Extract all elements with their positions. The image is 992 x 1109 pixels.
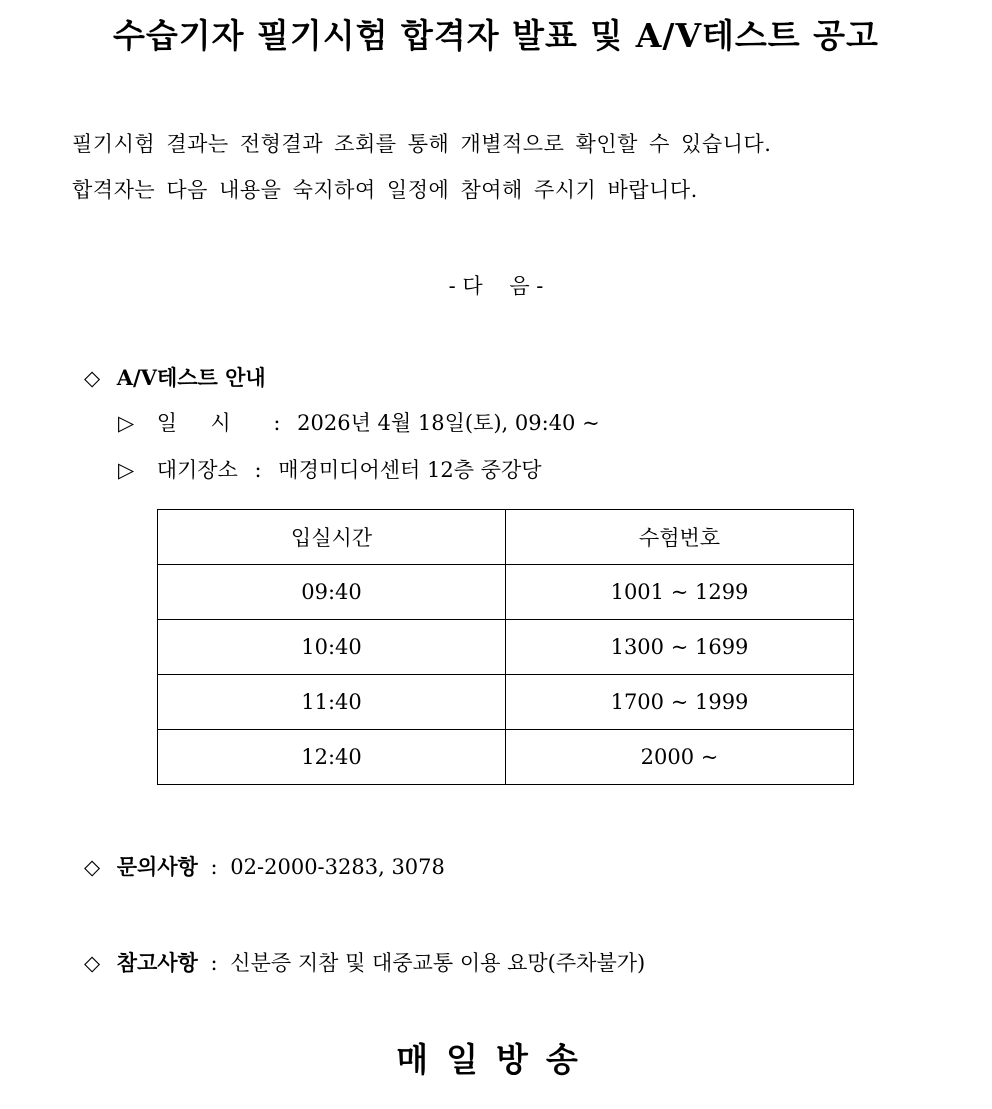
date-value: 2026년 4월 18일(토), 09:40 ~ (297, 411, 600, 435)
table-row (158, 565, 854, 620)
date-separator: : (273, 411, 281, 435)
entry-time-cell: 10:40 (158, 620, 506, 675)
diamond-bullet-icon: ◇ (84, 951, 101, 975)
schedule-table (157, 509, 854, 785)
diamond-bullet-icon: ◇ (84, 855, 101, 879)
place-key: 대기장소 (156, 458, 238, 482)
place-value: 매경미디어센터 12층 중강당 (278, 458, 542, 482)
entry-time-cell: 11:40 (158, 675, 506, 730)
inquiry-separator: : (210, 855, 218, 879)
triangle-bullet-icon: ▷ (118, 411, 135, 435)
intro-line-1: 필기시험 결과는 전형결과 조회를 통해 개별적으로 확인할 수 있습니다. (72, 132, 772, 156)
inquiry-label: 문의사항 (116, 854, 198, 879)
organization-name: 매일방송 (396, 1040, 596, 1079)
exam-number-cell: 2000 ~ (506, 730, 854, 785)
date-key: 일 시 (156, 411, 231, 435)
table-row (158, 675, 854, 730)
inquiry-value: 02-2000-3283, 3078 (230, 855, 445, 879)
header-entry-time: 입실시간 (158, 510, 506, 565)
page-title: 수습기자 필기시험 합격자 발표 및 A/V테스트 공고 (113, 16, 879, 55)
note-separator: : (210, 951, 218, 975)
intro-line-2: 합격자는 다음 내용을 숙지하여 일정에 참여해 주시기 바랍니다. (72, 178, 698, 202)
table-header-row (158, 510, 854, 565)
triangle-bullet-icon: ▷ (118, 458, 135, 482)
entry-time-cell: 12:40 (158, 730, 506, 785)
av-test-place-item (118, 456, 542, 484)
exam-number-cell: 1300 ~ 1699 (506, 620, 854, 675)
av-test-section (84, 364, 266, 392)
inquiry-section (84, 853, 445, 881)
note-section (84, 949, 645, 977)
av-test-date-item (118, 409, 600, 437)
av-test-label: A/V테스트 안내 (116, 365, 266, 390)
header-exam-number: 수험번호 (506, 510, 854, 565)
exam-number-cell: 1700 ~ 1999 (506, 675, 854, 730)
table-row (158, 620, 854, 675)
entry-time-cell: 09:40 (158, 565, 506, 620)
diamond-bullet-icon: ◇ (84, 366, 101, 390)
note-value: 신분증 지참 및 대중교통 이용 요망(주차불가) (230, 951, 646, 975)
details-heading: - 다 음 - (448, 274, 544, 298)
exam-number-cell: 1001 ~ 1299 (506, 565, 854, 620)
table-row (158, 730, 854, 785)
note-label: 참고사항 (116, 950, 198, 975)
place-separator: : (254, 458, 262, 482)
